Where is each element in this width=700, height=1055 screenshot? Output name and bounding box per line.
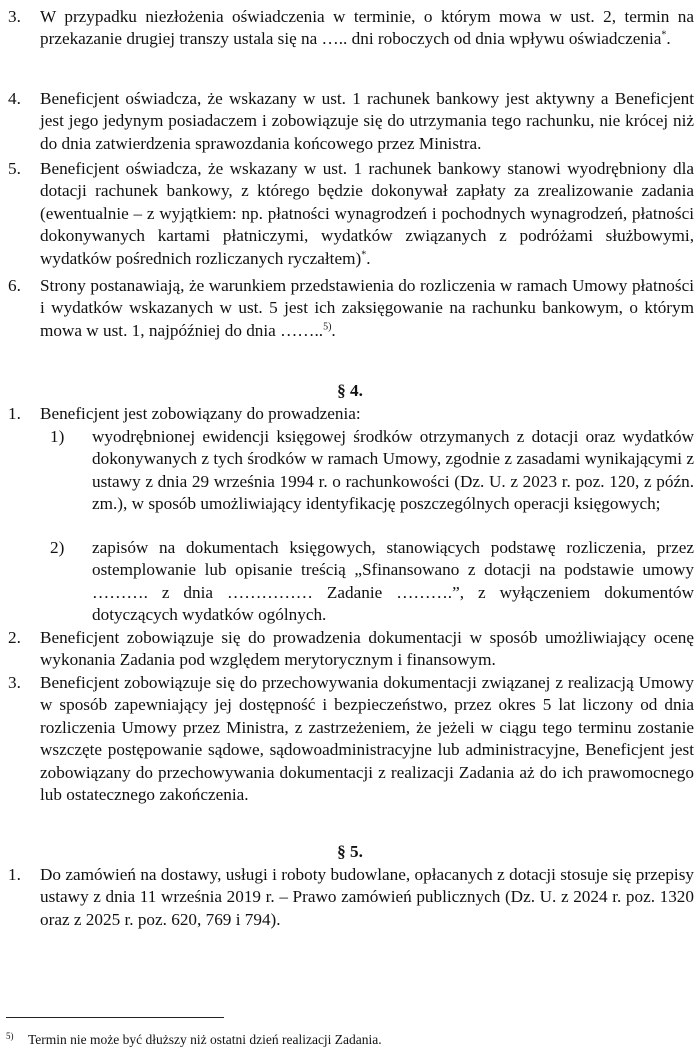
subitem-text: wyodrębnionej ewidencji księgowej środków otrzymanych z dotacji oraz wydatków dokonywanych z tych środków w ramach Umowy, zgodnie z zasadami wynikającymi z ustawy z dnia 29 września 1994 r. o rachunkowości (Dz. U. z 2023 r. poz. 120, z późn. zm.), w sposób umożliwiający identyfikację poszczególnych operacji księgowych; <box>92 427 694 514</box>
footnote-text: Termin nie może być dłuższy niż ostatni dzień realizacji Zadania. <box>28 1032 382 1047</box>
asterisk-mark: * <box>361 248 367 260</box>
item-text: Beneficjent zobowiązuje się do prowadzenia dokumentacji w sposób umożliwiający ocenę wykonania Zadania pod względem merytorycznym i finansowym. <box>40 628 694 670</box>
item-number: 4. <box>8 89 21 108</box>
item-text: Beneficjent zobowiązuje się do przechowywania dokumentacji związanej z realizacją Umowy w sposób zapewniający jej dostępność i bezpieczeństwo, przez okres 5 lat liczony od dnia rozliczenia Umowy przez Ministra, z zastrzeżeniem, że jeżeli w ciągu tego terminu zostanie wszczęte postępowanie sądowe, sądowoadministracyjne lub administracyjne, Beneficjent jest zobowiązany do przechowywania dokumentacji z realizacji Zadania aż do ich prawomocnego lub ostatecznego zakończenia. <box>40 673 694 805</box>
item-text: W przypadku niezłożenia oświadczenia w terminie, o którym mowa w ust. 2, termin na przekazanie drugiej transzy ustala się na ….. dni roboczych od dnia wpływu oświadczenia*. <box>40 7 694 49</box>
item-number: 1. <box>8 404 21 423</box>
item-text: Do zamówień na dostawy, usługi i roboty budowlane, opłacanych z dotacji stosuje się przepisy ustawy z dnia 11 września 2019 r. – Prawo zamówień publicznych (Dz. U. z 2024 r. poz. 1320 oraz z 2025 r. poz. 620, 769 i 794). <box>40 865 694 929</box>
asterisk-mark: * <box>661 29 667 41</box>
section-heading: § 4. <box>337 381 363 400</box>
subitem-number: 1) <box>50 427 65 446</box>
footnote-reference[interactable]: 5) <box>323 321 332 333</box>
subitem-text: zapisów na dokumentach księgowych, stanowiących podstawę rozliczenia, przez ostemplowanie lub opisanie treścią „Sfinansowano z dotacji na podstawie umowy ………. z dnia …………… Zadanie ……….”, z wyłączeniem dokumentów dotyczących wydatków ogólnych. <box>92 538 694 625</box>
item-number: 3. <box>8 7 21 26</box>
section-heading: § 5. <box>337 842 363 861</box>
item-text: Strony postanawiają, że warunkiem przedstawienia do rozliczenia w ramach Umowy płatności i wydatków wskazanych w ust. 5 jest ich zaksięgowanie na rachunku bankowym, o którym mowa w ust. 1, najpóźniej do dnia ……..$^{5)}$. <box>40 276 694 340</box>
subitem-number: 2) <box>50 538 65 557</box>
item-text: Beneficjent oświadcza, że wskazany w ust. 1 rachunek bankowy jest aktywny a Beneficjent jest jego jedynym posiadaczem i zobowiązuje się do utrzymania tego rachunku, nie krócej niż do dnia zatwierdzenia sprawozdania końcowego przez Ministra. <box>40 89 694 153</box>
footnote-separator <box>6 1017 224 1018</box>
item-number: 2. <box>8 628 21 647</box>
item-number: 6. <box>8 276 21 295</box>
item-number: 3. <box>8 673 21 692</box>
item-number: 5. <box>8 159 21 178</box>
item-text: Beneficjent jest zobowiązany do prowadzenia: <box>40 404 361 423</box>
footnote-mark: 5) <box>6 1031 14 1041</box>
item-text: Beneficjent oświadcza, że wskazany w ust. 1 rachunek bankowy stanowi wyodrębniony dla dotacji rachunek bankowy, z którego będzie dokonywał zapłaty za zrealizowanie zadania (ewentualnie – z wyjątkiem: np. płatności wynagrodzeń i pochodnych wynagrodzeń, płatności dokonywanych kartami płatniczymi, wydatków związanych z podróżami służbowymi, wydatków pośrednich rozliczanych ryczałtem)*. <box>40 159 694 268</box>
item-number: 1. <box>8 865 21 884</box>
